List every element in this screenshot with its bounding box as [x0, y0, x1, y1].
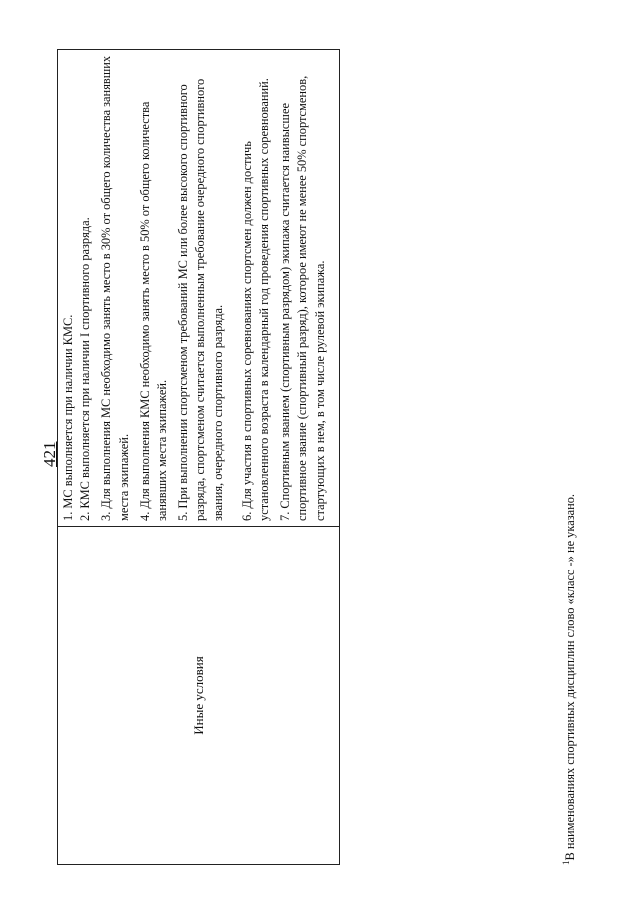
- condition-item-6: 6. Для участия в спортивных соревнованиях спортсмен должен достичь установленного возраста в календарный год проведения спортивных соревнований.: [239, 78, 272, 521]
- condition-item-5: 5. При выполнении спортсменом требований МС или более высокого спортивного разряда, спортсменом считается выполненным требование очередного спортивного звания, очередного спортивного разряда.: [176, 78, 225, 521]
- footnote: [558, 494, 579, 865]
- condition-item-1: 1. МС выполняется при наличии КМС.: [61, 314, 75, 521]
- condition-item-2: 2. КМС выполняется при наличии I спортивного разряда.: [78, 217, 93, 521]
- footnote-text: В наименованиях спортивных дисциплин слово «класс -» не указано.: [563, 493, 578, 861]
- page-number: 421: [40, 441, 59, 467]
- condition-item-7: 7. Спортивным званием (спортивным разрядом) экипажа считается наивысшее спортивное звание (спортивный разряд), которое имеют не менее 50% спортсменов, стартующих в нем, в том числе рулевой экипажа.: [278, 75, 327, 521]
- conditions-items-cell: [58, 50, 339, 526]
- conditions-label: Иные условия: [190, 656, 206, 735]
- condition-item-3: 3. Для выполнения МС необходимо занять место в 30% от общего количества занявших места экипажей.: [99, 55, 131, 521]
- conditions-table: [57, 49, 340, 865]
- footnote-marker: 1: [561, 860, 571, 865]
- condition-item-4: 4. Для выполнения КМС необходимо занять место в 50% от общего количества занявших места экипажей.: [137, 101, 170, 521]
- conditions-label-cell: [58, 526, 339, 864]
